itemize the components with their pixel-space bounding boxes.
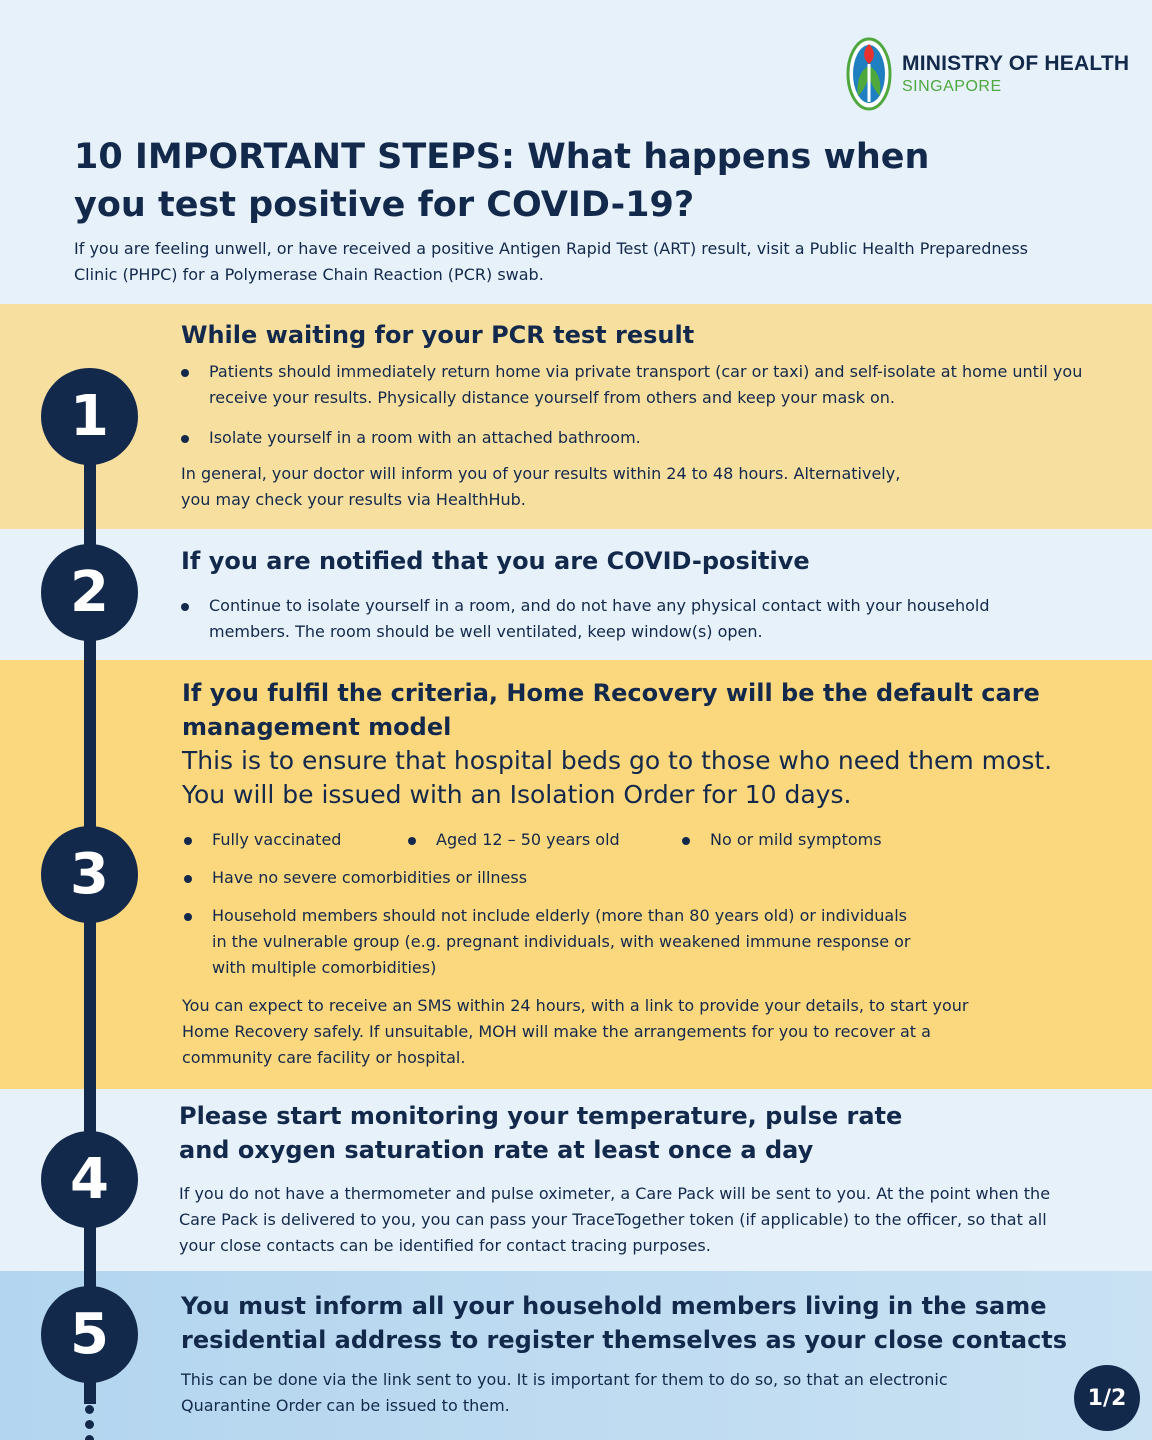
moh-logo <box>846 36 1129 112</box>
step-4-number: 4 <box>41 1131 138 1228</box>
step-3-bullet: Have no severe comorbidities or illness <box>184 865 884 891</box>
step-3-subheading: This is to ensure that hospital beds go to those who need them most. You will be issued with an Isolation Order for 10 days. <box>182 746 1053 809</box>
step-4-heading: Please start monitoring your temperature, pulse rate and oxygen saturation rate at least once a day <box>179 1102 903 1164</box>
step-1-note: In general, your doctor will inform you of your results within 24 to 48 hours. Alternatively, you may check your results via HealthHub. <box>181 464 901 509</box>
criteria-item: No or mild symptoms <box>682 827 942 853</box>
timeline-dot <box>85 1405 94 1414</box>
step-2-bullet: Continue to isolate yourself in a room, and do not have any physical contact with your household members. The room should be well ventilated, keep window(s) open. <box>181 593 1001 645</box>
intro-text: If you are feeling unwell, or have received a positive Antigen Rapid Test (ART) result, visit a Public Health Preparedness Clinic (PHPC) for a Polymerase Chain Reaction (PCR) swab. <box>74 239 1028 284</box>
step-4-note: If you do not have a thermometer and pulse oximeter, a Care Pack will be sent to you. At the point when the Care Pack is delivered to you, you can pass your TraceTogether token (if applicable) to the officer, so that all your close contacts can be identified for contact tracing purposes. <box>179 1184 1051 1255</box>
page-indicator: 1/2 <box>1074 1365 1140 1431</box>
step-2-section <box>0 529 1152 660</box>
step-1-heading: While waiting for your PCR test result <box>181 321 695 349</box>
step-3-bullet: Household members should not include elderly (more than 80 years old) or individuals in the vulnerable group (e.g. pregnant individuals, with weakened immune response or with multiple comorbidities) <box>184 903 924 981</box>
criteria-item: Fully vaccinated <box>184 827 394 853</box>
step-1-number: 1 <box>41 368 138 465</box>
step-3-section <box>0 660 1152 1089</box>
step-4-section <box>0 1089 1152 1271</box>
timeline-dot <box>85 1420 94 1429</box>
step-5-heading: You must inform all your household members living in the same residential address to register themselves as your close contacts <box>181 1292 1068 1354</box>
step-1-section <box>0 304 1152 529</box>
step-3-heading: If you fulfil the criteria, Home Recovery will be the default care management model <box>182 679 1040 741</box>
criteria-item: Aged 12 – 50 years old <box>408 827 668 853</box>
step-5-section <box>0 1271 1152 1440</box>
step-1-bullet: Isolate yourself in a room with an attached bathroom. <box>181 425 1121 451</box>
logo-title: MINISTRY OF HEALTH <box>902 52 1130 75</box>
step-1-bullet: Patients should immediately return home via private transport (car or taxi) and self-isolate at home until you receive your results. Physically distance yourself from others and keep your mask on. <box>181 359 1121 411</box>
step-5-number: 5 <box>41 1286 138 1383</box>
step-3-note: You can expect to receive an SMS within 24 hours, with a link to provide your details, to start your Home Recovery safely. If unsuitable, MOH will make the arrangements for you to recover at a community care facility or hospital. <box>182 996 969 1067</box>
timeline-dot <box>85 1435 94 1440</box>
page-title: 10 IMPORTANT STEPS: What happens when you test positive for COVID-19? <box>74 137 930 225</box>
header <box>0 0 1152 304</box>
step-5-note: This can be done via the link sent to you. It is important for them to do so, so that an electronic Quarantine Order can be issued to them. <box>181 1370 948 1415</box>
logo-subtitle: SINGAPORE <box>902 78 1002 95</box>
step-3-number: 3 <box>41 826 138 923</box>
moh-logo-icon <box>846 36 892 112</box>
step-2-heading: If you are notified that you are COVID-positive <box>181 547 810 575</box>
step-2-number: 2 <box>41 544 138 641</box>
